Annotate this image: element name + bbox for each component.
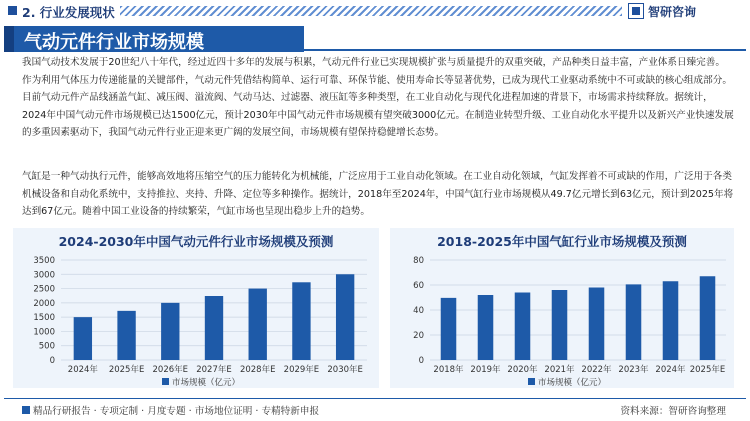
x-tick-label: 2024年 xyxy=(67,365,98,375)
x-tick-label: 2024年 xyxy=(655,365,686,375)
y-tick-label: 2000 xyxy=(33,298,55,309)
x-tick-label: 2030年E xyxy=(327,365,363,375)
bar xyxy=(336,274,354,360)
bar xyxy=(249,289,267,360)
bar xyxy=(205,296,223,360)
legend-label: 市场规模（亿元） xyxy=(538,378,607,388)
title-underline xyxy=(300,49,746,51)
footer xyxy=(0,398,750,421)
bar xyxy=(117,311,135,360)
x-tick-label: 2026年E xyxy=(152,365,189,375)
x-tick-label: 2025年E xyxy=(108,365,145,375)
y-tick-label: 0 xyxy=(418,356,424,366)
x-tick-label: 2021年 xyxy=(544,365,575,375)
bar xyxy=(626,284,642,360)
chart-pneumatic-svg xyxy=(13,228,379,388)
bar xyxy=(74,317,92,360)
y-tick-label: 1500 xyxy=(33,313,55,324)
y-tick-label: 500 xyxy=(38,341,55,352)
y-tick-label: 80 xyxy=(413,256,424,266)
y-tick-label: 3500 xyxy=(33,256,55,266)
bar xyxy=(515,293,531,361)
bar xyxy=(292,282,310,360)
footer-divider xyxy=(4,398,746,399)
brand-name: 智研咨询 xyxy=(648,5,697,19)
y-tick-label: 40 xyxy=(413,306,424,316)
section-title: 2. 行业发展现状 xyxy=(22,5,115,20)
chart-title: 2018-2025年中国气缸行业市场规模及预测 xyxy=(437,234,687,249)
x-tick-label: 2029年E xyxy=(283,365,320,375)
bar xyxy=(700,276,716,360)
title-bar xyxy=(0,26,750,52)
bar xyxy=(441,298,457,360)
chart-title: 2024-2030年中国气动元件行业市场规模及预测 xyxy=(58,234,334,249)
x-tick-label: 2027年E xyxy=(196,365,232,375)
paragraph-1: 我国气动技术发展于20世纪八十年代，经过近四十多年的发展与积累，气动元件行业已实现规模扩张与质量提升的双重突破，产品种类日益丰富，产业体系日臻完善。作为利用气体压力传递能量的关键部件，气动元件凭借结构简单、运行可靠、环保节能、使用寿命长等显著优势，已成为现代工业驱动系统中不可或缺的核心组成部分。目前气动元件产品线涵盖气缸、减压阀、溢流阀、气动马达、过滤器、液压缸等多种类型，在工业自动化与现代化进程加速的背景下，市场需求持续释放。据统计，2024年中国气动元件市场规模已达1500亿元，预计2030年中国气动元件市场规模有望突破3000亿元。在制造业转型升级、工业自动化水平提升以及新兴产业快速发展的多重因素驱动下，我国气动元件行业正迎来更广阔的发展空间，市场规模有望保持稳健增长态势。 xyxy=(22,57,734,139)
bar xyxy=(663,281,679,360)
chart-cylinder-svg xyxy=(390,228,734,388)
bar xyxy=(552,290,568,360)
decorative-stripes xyxy=(120,6,622,16)
x-tick-label: 2019年 xyxy=(470,365,501,375)
bar xyxy=(161,303,179,360)
chart-cylinder xyxy=(390,228,734,388)
legend-swatch xyxy=(162,378,169,385)
brand-logo-icon xyxy=(628,3,644,19)
bar xyxy=(589,288,605,361)
y-tick-label: 2500 xyxy=(33,284,55,295)
y-tick-label: 3000 xyxy=(33,270,55,281)
x-tick-label: 2022年 xyxy=(581,365,612,375)
legend-swatch xyxy=(528,378,535,385)
footer-source: 资料来源：智研咨询整理 xyxy=(620,406,726,417)
page-title: 气动元件行业市场规模 xyxy=(24,32,204,53)
bar xyxy=(478,295,494,360)
x-tick-label: 2025年E xyxy=(689,365,726,375)
footer-square-icon xyxy=(22,406,30,414)
title-tab-accent xyxy=(4,26,14,52)
y-tick-label: 60 xyxy=(413,281,424,291)
y-tick-label: 1000 xyxy=(33,327,55,338)
legend-label: 市场规模（亿元） xyxy=(172,378,241,388)
x-tick-label: 2023年 xyxy=(618,365,649,375)
y-tick-label: 0 xyxy=(49,356,55,366)
x-tick-label: 2028年E xyxy=(239,365,276,375)
footer-services: 精品行研报告 · 专项定制 · 月度专题 · 市场地位证明 · 专精特新申报 xyxy=(33,406,320,417)
x-tick-label: 2020年 xyxy=(507,365,538,375)
x-tick-label: 2018年 xyxy=(433,365,464,375)
chart-pneumatic-components xyxy=(13,228,379,388)
y-tick-label: 20 xyxy=(413,331,424,341)
section-square-icon xyxy=(8,6,17,15)
top-bar xyxy=(0,0,750,22)
paragraph-2: 气缸是一种气动执行元件，能够高效地将压缩空气的压力能转化为机械能，广泛应用于工业自动化领域。在工业自动化领域，气缸发挥着不可或缺的作用，广泛用于各类机械设备和自动化系统中，支持推拉、夹持、升降、定位等多种操作。据统计，2018年至2024年，中国气缸行业市场规模从49.7亿元增长到63亿元，预计到2025年将达到67亿元。随着中国工业设备的持续繁荣，气缸市场也呈现出稳步上升的趋势。 xyxy=(22,171,734,218)
